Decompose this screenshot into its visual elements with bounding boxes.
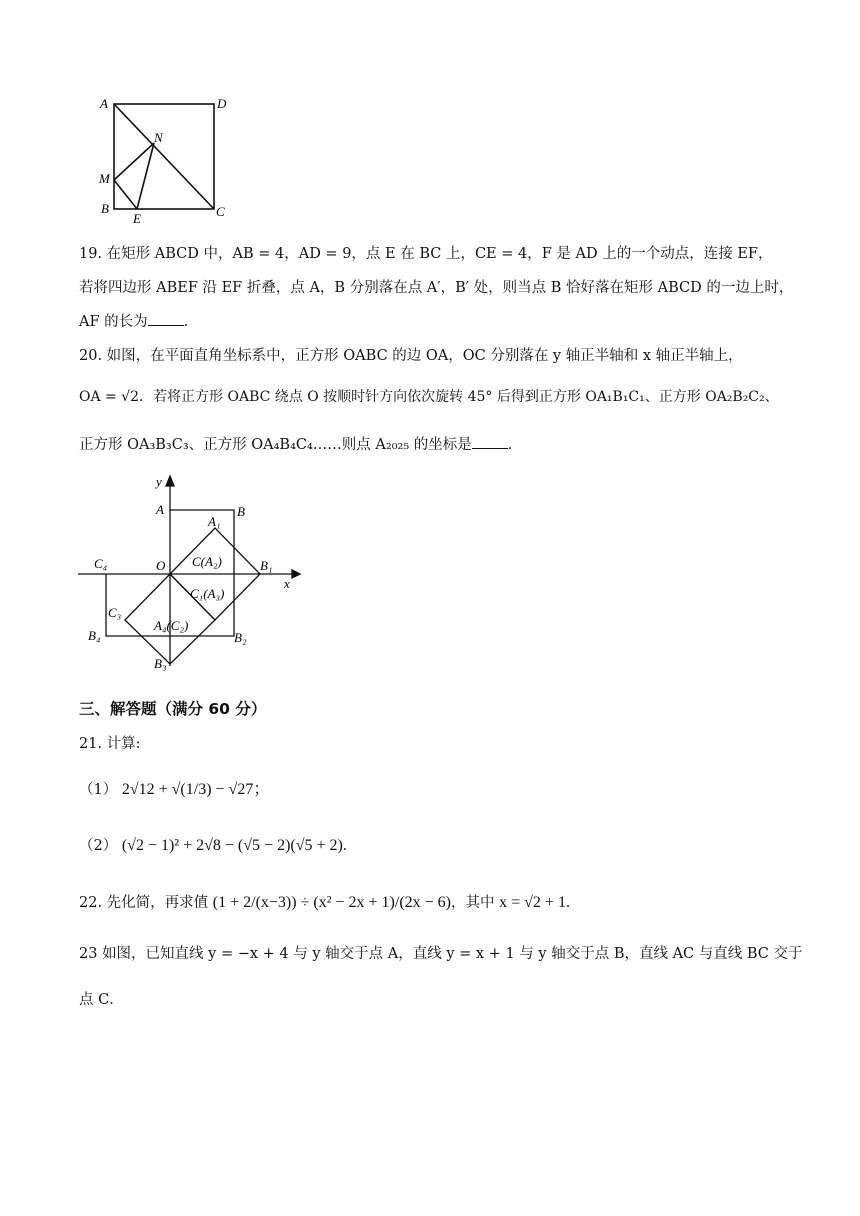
q19-line1	[79, 243, 772, 265]
label-O: O	[156, 558, 166, 573]
label-B4: B₄	[88, 628, 101, 643]
q23-line2	[79, 989, 124, 1011]
q22-expression: (1 + 2/(x−3)) ÷ (x² − 2x + 1)/(2x − 6)	[212, 894, 451, 911]
q21-part2-expression: (√2 − 1)² + 2√8 − (√5 − 2)(√5 + 2).	[121, 837, 347, 854]
q22-value: x = √2 + 1.	[499, 894, 570, 911]
label-C3: C₃	[108, 605, 122, 620]
q21-part2-label: （2）	[79, 838, 118, 854]
figure-rectangle-abcd	[92, 92, 242, 227]
q19-period: .	[183, 314, 189, 330]
label-B3: B₃	[154, 656, 167, 671]
answer-blank	[472, 434, 508, 449]
q21-part1-label: （1）	[79, 782, 118, 798]
q22-text-after: ，其中	[451, 895, 495, 911]
label-M: M	[99, 171, 110, 186]
label-B: B	[237, 504, 245, 519]
q21-part2	[79, 835, 347, 857]
q19-line2	[79, 277, 793, 299]
q21-title	[79, 733, 141, 755]
label-B: B	[101, 201, 109, 216]
q20-line2	[79, 386, 779, 408]
q20-period: .	[507, 437, 513, 453]
q19-line3	[79, 311, 188, 333]
q19-text-line3: AF 的长为	[79, 314, 148, 330]
label-y: y	[156, 474, 162, 489]
label-B1: B₁	[260, 558, 273, 573]
label-CA2: C(A₂)	[192, 554, 222, 569]
q21-title-text: 计算:	[106, 736, 141, 752]
label-x: x	[284, 576, 290, 591]
q19-text-line2: 若将四边形 ABEF 沿 EF 折叠，点 A，B 分别落在点 A′，B′ 处，则当点 B 恰好落在矩形 ABCD 的一边上时，	[79, 280, 794, 296]
label-D: D	[217, 96, 227, 111]
q20-line3	[79, 434, 512, 456]
label-A1: A₁	[208, 514, 221, 529]
section-heading: 三、解答题（满分 60 分）	[79, 700, 267, 718]
label-C: C	[216, 204, 225, 219]
q23-text-line2: 点 C．	[79, 992, 124, 1008]
q22-line	[79, 892, 570, 914]
q20-text-line2: OA = √2．若将正方形 OABC 绕点 O 按顺时针方向依次旋转 45° 后得到正方形 OA₁B₁C₁、正方形 OA₂B₂C₂、	[79, 389, 779, 405]
q20-text-line3: 正方形 OA₃B₃C₃、正方形 OA₄B₄C₄……则点 A₂₀₂₅ 的坐标是	[79, 437, 472, 453]
label-B2: B₂	[234, 630, 247, 645]
label-A: A	[156, 502, 164, 517]
figure-rotating-squares	[70, 470, 310, 680]
q20-line1	[79, 345, 743, 367]
label-A4C2: A₄(C₂)	[154, 618, 189, 633]
q22-number: 22.	[79, 895, 103, 911]
q19-text-line1: 在矩形 ABCD 中，AB = 4，AD = 9，点 E 在 BC 上，CE = 4，F 是 AD 上的一个动点，连接 EF，	[106, 246, 773, 262]
q20-number: 20.	[79, 348, 103, 364]
label-C1A3: C₁(A₃)	[190, 586, 225, 601]
q21-part1	[79, 779, 269, 801]
q23-number: 23	[79, 946, 98, 962]
q21-number: 21.	[79, 736, 103, 752]
label-A: A	[100, 96, 108, 111]
q20-text-line1: 如图，在平面直角坐标系中，正方形 OABC 的边 OA，OC 分别落在 y 轴正半轴和 x 轴正半轴上，	[106, 348, 743, 364]
q19-number: 19.	[79, 246, 103, 262]
q23-line1	[79, 943, 803, 965]
answer-blank	[148, 311, 184, 326]
label-C4: C₄	[94, 556, 108, 571]
label-N: N	[154, 130, 163, 145]
q22-text-before: 先化简，再求值	[106, 895, 209, 911]
label-E: E	[133, 211, 141, 226]
q23-text-line1: 如图，已知直线 y = −x + 4 与 y 轴交于点 A，直线 y = x + 1 与 y 轴交于点 B，直线 AC 与直线 BC 交于	[102, 946, 803, 962]
q21-part1-expression: 2√12 + √(1/3) − √27；	[121, 781, 270, 798]
